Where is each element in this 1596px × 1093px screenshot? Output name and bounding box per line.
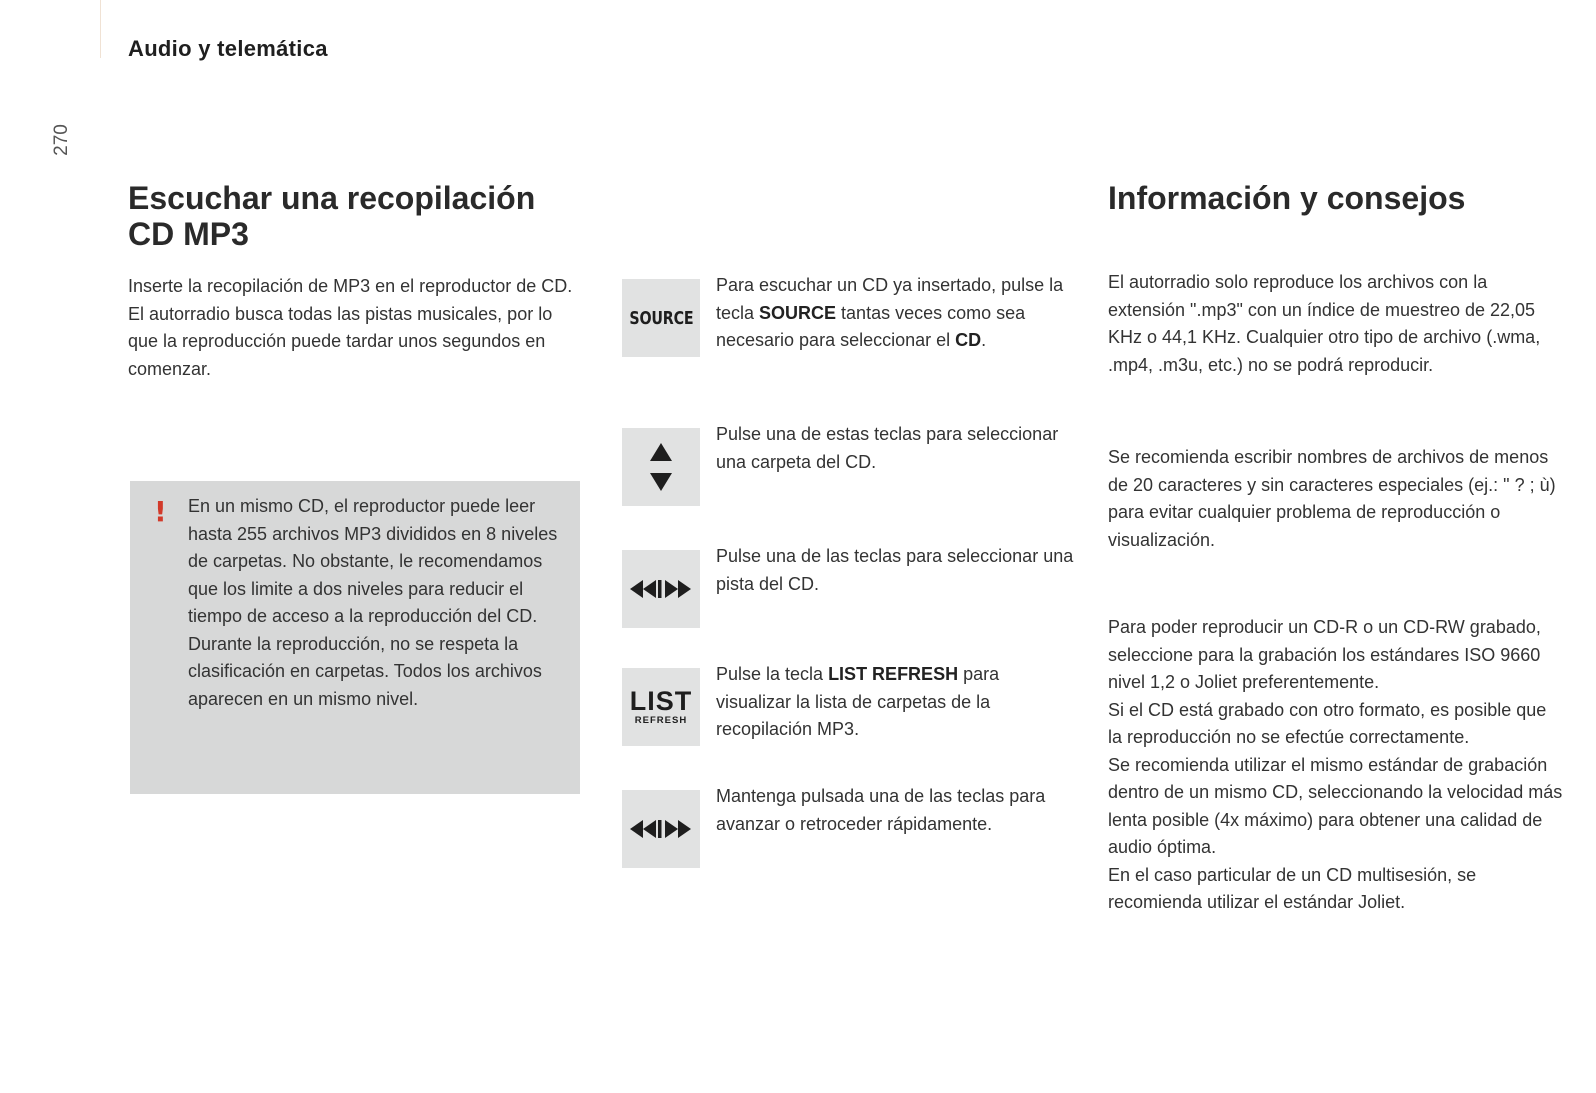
right-section-title: Información y consejos: [1108, 180, 1466, 216]
margin-line: [100, 0, 101, 58]
fast-rewind-forward-glyph: [628, 815, 694, 843]
info-cdr-recording: Para poder reproducir un CD-R o un CD-RW grabado, seleccione para la grabación los estándares ISO 9660 nivel 1,2 o Joliet preferentemente.: [1108, 617, 1541, 692]
step-source-text: Para escuchar un CD ya insertado, pulse la tecla SOURCE tantas veces como sea necesario para seleccionar el CD.: [716, 275, 1064, 350]
list-refresh-key-icon: [622, 668, 700, 746]
intro-paragraph-1: Inserte la recopilación de MP3 en el reproductor de CD.: [128, 276, 573, 296]
intro-text: [128, 273, 583, 383]
step-track-text: Pulse una de las teclas para seleccionar una pista del CD.: [716, 546, 1074, 594]
warning-note-box: [130, 481, 580, 794]
info-other-format: Si el CD está grabado con otro formato, es posible que la reproducción no se efectúe correctamente.: [1108, 699, 1547, 747]
page-number: 270: [51, 124, 72, 156]
step-fast-search-text: Mantenga pulsada una de las teclas para avanzar o retroceder rápidamente.: [716, 786, 1046, 834]
info-paragraph-2: Se recomienda escribir nombres de archivos de menos de 20 caracteres y sin caracteres especiales (ej.: " ? ; ù) para evitar cualquier problema de reproducción o visualización.: [1108, 447, 1556, 550]
exclamation-icon: !: [154, 495, 167, 528]
left-section-title: Escuchar una recopilación CD MP3: [128, 180, 536, 252]
step-folder-text: Pulse una de estas teclas para seleccionar una carpeta del CD.: [716, 424, 1059, 472]
previous-next-icon: [622, 550, 700, 628]
info-paragraph-3: [1108, 614, 1563, 917]
info-paragraph-1: El autorradio solo reproduce los archivos con la extensión ".mp3" con un índice de muestreo de 22,05 KHz o 44,1 KHz. Cualquier otro tipo de archivo (.wma, .mp4, .m3u, etc.) no se podrá reproducir.: [1108, 272, 1541, 375]
list-key-label: LIST: [629, 685, 693, 716]
previous-next-glyph: [628, 575, 694, 603]
source-key-icon: [622, 279, 700, 357]
refresh-key-label: REFRESH: [634, 714, 688, 726]
up-down-arrows-glyph: [646, 435, 676, 499]
up-down-arrows-icon: [622, 428, 700, 506]
fast-rewind-forward-icon: [622, 790, 700, 868]
step-list-refresh-text: Pulse la tecla LIST REFRESH para visualizar la lista de carpetas de la recopilación MP3.: [716, 664, 1000, 739]
section-title: Audio y telemática: [128, 36, 328, 61]
source-key-label: SOURCE: [628, 307, 694, 329]
warning-note-text: En un mismo CD, el reproductor puede leer hasta 255 archivos MP3 divididos en 8 niveles de carpetas. No obstante, le recomendamos que los limite a dos niveles para reducir el tiempo de acceso a la reproducción del CD. Durante la reproducción, no se respeta la clasificación en carpetas. Todos los archivos aparecen en un mismo nivel.: [188, 496, 558, 709]
info-multisession: En el caso particular de un CD multisesión, se recomienda utilizar el estándar Joliet.: [1108, 864, 1477, 912]
info-same-standard: Se recomienda utilizar el mismo estándar de grabación dentro de un mismo CD, seleccionando la velocidad más lenta posible (4x máximo) para obtener una calidad de audio óptima.: [1108, 754, 1563, 857]
intro-paragraph-2: El autorradio busca todas las pistas musicales, por lo que la reproducción puede tardar unos segundos en comenzar.: [128, 303, 553, 379]
